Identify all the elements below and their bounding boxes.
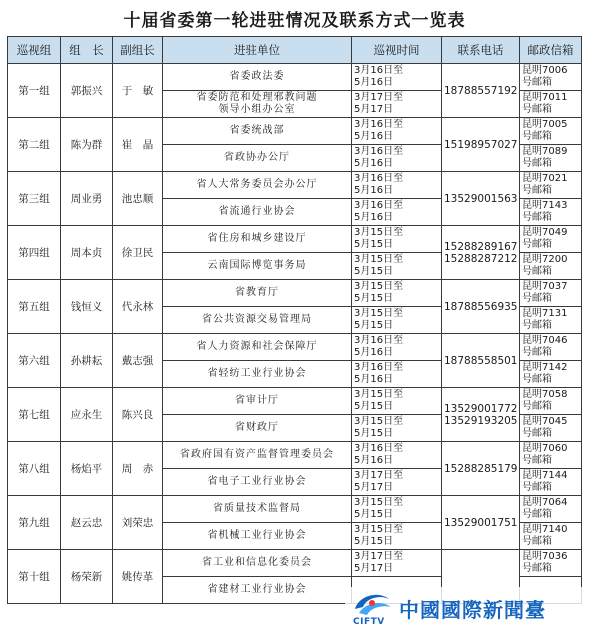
unit-line: 省教育厅 [235, 287, 279, 298]
mailbox-cell [520, 415, 582, 442]
mailbox-line: 号邮箱 [522, 131, 552, 142]
phone-line: 13529193205 [444, 414, 518, 427]
unit-line: 省政协办公厅 [224, 152, 290, 163]
phone-line: 15288289167 [444, 240, 518, 253]
mailbox-line: 号邮箱 [522, 185, 552, 196]
time-line: 5月16日 [354, 158, 394, 169]
unit-line: 省建材工业行业协会 [207, 584, 307, 595]
mailbox-line: 号邮箱 [522, 428, 552, 439]
mailbox-cell [520, 253, 582, 280]
mailbox-cell [520, 550, 582, 577]
unit-line: 省人力资源和社会保障厅 [196, 341, 318, 352]
time-cell [352, 469, 442, 496]
time-line: 5月16日 [354, 347, 394, 358]
watermark-text: 中國國際新聞臺 [399, 598, 546, 622]
deputy-cell: 戴志强 [113, 334, 163, 388]
mailbox-line: 昆明7036 [522, 551, 568, 562]
time-line: 3月16日至 [354, 65, 404, 76]
deputy-cell: 池忠顺 [113, 172, 163, 226]
unit-line: 省财政厅 [235, 422, 279, 433]
phone-cell [442, 172, 520, 226]
mailbox-line: 昆明7131 [522, 308, 568, 319]
mailbox-cell [520, 64, 582, 91]
unit-cell [163, 226, 352, 253]
time-line: 5月17日 [354, 104, 394, 115]
unit-line: 省公共资源交易管理局 [202, 314, 312, 325]
unit-cell [163, 496, 352, 523]
table-row [8, 226, 582, 253]
header-group: 巡视组 [8, 37, 61, 64]
phone-line: 13529001751 [444, 516, 518, 529]
time-line: 5月16日 [354, 212, 394, 223]
unit-cell [163, 253, 352, 280]
phone-cell [442, 334, 520, 388]
mailbox-line: 号邮箱 [522, 77, 552, 88]
mailbox-line: 号邮箱 [522, 563, 552, 574]
time-line: 5月16日 [354, 455, 394, 466]
time-cell [352, 361, 442, 388]
unit-line: 省电子工业行业协会 [207, 476, 307, 487]
deputy-cell: 姚传革 [113, 550, 163, 604]
header-phone: 联系电话 [442, 37, 520, 64]
mailbox-line: 昆明7144 [522, 470, 568, 481]
deputy-cell: 于 敏 [113, 64, 163, 118]
time-line: 3月15日至 [354, 497, 404, 508]
mailbox-cell [520, 388, 582, 415]
unit-line: 省委统战部 [229, 125, 285, 136]
mailbox-line: 号邮箱 [522, 401, 552, 412]
mailbox-line: 号邮箱 [522, 374, 552, 385]
leader-cell: 钱恒义 [61, 280, 113, 334]
time-line: 5月15日 [354, 536, 394, 547]
unit-line: 省政府国有资产监督管理委员会 [180, 449, 334, 460]
time-line: 5月15日 [354, 320, 394, 331]
leader-cell: 杨焰平 [61, 442, 113, 496]
phone-cell [442, 226, 520, 280]
phone-line: 15288285179 [444, 462, 518, 475]
time-cell [352, 496, 442, 523]
mailbox-line: 昆明7006 [522, 65, 568, 76]
time-cell [352, 64, 442, 91]
time-line: 5月16日 [354, 77, 394, 88]
time-line: 5月16日 [354, 374, 394, 385]
table-row [8, 280, 582, 307]
header-leader: 组 长 [61, 37, 113, 64]
unit-line: 省委政法委 [229, 71, 285, 82]
time-line: 3月16日至 [354, 335, 404, 346]
time-line: 3月15日至 [354, 281, 404, 292]
time-cell [352, 280, 442, 307]
group-name-cell: 第四组 [8, 226, 61, 280]
mailbox-line: 昆明7089 [522, 146, 568, 157]
mailbox-line: 昆明7046 [522, 335, 568, 346]
group-name-cell: 第六组 [8, 334, 61, 388]
unit-cell [163, 172, 352, 199]
time-cell [352, 550, 442, 577]
time-line: 3月16日至 [354, 443, 404, 454]
mailbox-cell [520, 145, 582, 172]
leader-cell: 郭振兴 [61, 64, 113, 118]
time-line: 5月17日 [354, 482, 394, 493]
time-cell [352, 442, 442, 469]
unit-line: 省工业和信息化委员会 [202, 557, 312, 568]
unit-cell [163, 442, 352, 469]
mailbox-line: 昆明7049 [522, 227, 568, 238]
group-name-cell: 第八组 [8, 442, 61, 496]
leader-cell: 赵云忠 [61, 496, 113, 550]
unit-line: 省质量技术监督局 [213, 503, 301, 514]
deputy-cell: 陈兴良 [113, 388, 163, 442]
time-line: 5月16日 [354, 131, 394, 142]
unit-cell [163, 415, 352, 442]
mailbox-cell [520, 334, 582, 361]
mailbox-cell [520, 496, 582, 523]
mailbox-cell [520, 118, 582, 145]
table-row [8, 496, 582, 523]
phone-line: 18788557192 [444, 84, 518, 97]
time-line: 3月16日至 [354, 119, 404, 130]
mailbox-line: 昆明7011 [522, 92, 568, 103]
leader-cell: 周本贞 [61, 226, 113, 280]
header-row [8, 37, 582, 64]
watermark-logo-label: CIFTV [353, 616, 385, 627]
mailbox-line: 昆明7037 [522, 281, 568, 292]
group-name-cell: 第二组 [8, 118, 61, 172]
header-time: 巡视时间 [352, 37, 442, 64]
deputy-cell: 刘荣忠 [113, 496, 163, 550]
mailbox-line: 昆明7058 [522, 389, 568, 400]
unit-cell [163, 280, 352, 307]
time-line: 5月17日 [354, 563, 394, 574]
time-line: 3月15日至 [354, 389, 404, 400]
time-line: 3月16日至 [354, 173, 404, 184]
time-line: 3月16日至 [354, 200, 404, 211]
time-cell [352, 145, 442, 172]
time-cell [352, 172, 442, 199]
unit-line: 省住房和城乡建设厅 [207, 233, 307, 244]
leader-cell: 孙耕耘 [61, 334, 113, 388]
leader-cell: 陈为群 [61, 118, 113, 172]
mailbox-line: 号邮箱 [522, 293, 552, 304]
time-cell [352, 307, 442, 334]
unit-cell [163, 334, 352, 361]
header-unit: 进驻单位 [163, 37, 352, 64]
leader-cell: 杨荣新 [61, 550, 113, 604]
mailbox-line: 昆明7045 [522, 416, 568, 427]
mailbox-line: 昆明7064 [522, 497, 568, 508]
group-name-cell: 第五组 [8, 280, 61, 334]
group-name-cell: 第九组 [8, 496, 61, 550]
leader-cell: 应永生 [61, 388, 113, 442]
unit-cell [163, 388, 352, 415]
inspection-table [7, 36, 582, 604]
unit-cell [163, 199, 352, 226]
time-line: 3月17日至 [354, 551, 404, 562]
mailbox-line: 号邮箱 [522, 320, 552, 331]
mailbox-cell [520, 361, 582, 388]
table-row [8, 550, 582, 577]
time-line: 5月15日 [354, 401, 394, 412]
mailbox-line: 号邮箱 [522, 158, 552, 169]
mailbox-line: 昆明7142 [522, 362, 568, 373]
mailbox-line: 号邮箱 [522, 104, 552, 115]
unit-cell [163, 307, 352, 334]
mailbox-line: 昆明7143 [522, 200, 568, 211]
time-cell [352, 118, 442, 145]
unit-line: 省委防范和处理邪教问题 [196, 92, 318, 103]
group-name-cell: 第三组 [8, 172, 61, 226]
table-row [8, 64, 582, 91]
time-cell [352, 334, 442, 361]
phone-line: 15288287212 [444, 252, 518, 265]
time-line: 5月16日 [354, 185, 394, 196]
mailbox-line: 号邮箱 [522, 536, 552, 547]
deputy-cell: 徐卫民 [113, 226, 163, 280]
mailbox-line: 号邮箱 [522, 509, 552, 520]
mailbox-cell [520, 172, 582, 199]
header-deputy: 副组长 [113, 37, 163, 64]
mailbox-cell [520, 226, 582, 253]
phone-cell [442, 118, 520, 172]
phone-cell [442, 64, 520, 118]
table-row [8, 118, 582, 145]
time-line: 5月15日 [354, 239, 394, 250]
mailbox-line: 号邮箱 [522, 347, 552, 358]
unit-cell [163, 469, 352, 496]
time-cell [352, 523, 442, 550]
mailbox-cell [520, 307, 582, 334]
table-row [8, 172, 582, 199]
time-line: 5月15日 [354, 428, 394, 439]
group-name-cell: 第十组 [8, 550, 61, 604]
mailbox-line: 号邮箱 [522, 239, 552, 250]
unit-line: 云南国际博览事务局 [207, 260, 307, 271]
mailbox-cell [520, 469, 582, 496]
unit-line: 领导小组办公室 [218, 104, 296, 115]
time-cell [352, 226, 442, 253]
mailbox-line: 号邮箱 [522, 482, 552, 493]
unit-line: 省审计厅 [235, 395, 279, 406]
time-line: 3月15日至 [354, 416, 404, 427]
time-cell [352, 199, 442, 226]
time-line: 3月17日至 [354, 92, 404, 103]
unit-cell [163, 64, 352, 91]
time-line: 3月15日至 [354, 524, 404, 535]
phone-line: 18788556935 [444, 300, 518, 313]
leader-cell: 周业勇 [61, 172, 113, 226]
swirl-logo-icon [349, 589, 395, 629]
mailbox-line: 昆明7005 [522, 119, 568, 130]
deputy-cell: 代永林 [113, 280, 163, 334]
time-line: 3月15日至 [354, 254, 404, 265]
time-cell [352, 415, 442, 442]
unit-line: 省机械工业行业协会 [207, 530, 307, 541]
time-line: 3月16日至 [354, 362, 404, 373]
deputy-cell: 周 赤 [113, 442, 163, 496]
phone-cell [442, 388, 520, 442]
time-line: 5月15日 [354, 293, 394, 304]
unit-cell [163, 361, 352, 388]
mailbox-line: 号邮箱 [522, 212, 552, 223]
mailbox-cell [520, 91, 582, 118]
time-cell [352, 253, 442, 280]
mailbox-cell [520, 523, 582, 550]
phone-cell [442, 280, 520, 334]
header-mailbox: 邮政信箱 [520, 37, 582, 64]
unit-line: 省流通行业协会 [218, 206, 296, 217]
mailbox-line: 昆明7060 [522, 443, 568, 454]
phone-cell [442, 496, 520, 550]
unit-cell [163, 577, 352, 604]
time-line: 5月15日 [354, 266, 394, 277]
unit-cell [163, 118, 352, 145]
unit-cell [163, 145, 352, 172]
news-watermark [345, 587, 589, 630]
time-line: 3月15日至 [354, 308, 404, 319]
mailbox-cell [520, 280, 582, 307]
mailbox-line: 号邮箱 [522, 455, 552, 466]
table-row [8, 442, 582, 469]
group-name-cell: 第七组 [8, 388, 61, 442]
time-cell [352, 91, 442, 118]
time-line: 5月15日 [354, 509, 394, 520]
deputy-cell: 崔 晶 [113, 118, 163, 172]
mailbox-line: 号邮箱 [522, 266, 552, 277]
group-name-cell: 第一组 [8, 64, 61, 118]
unit-cell [163, 91, 352, 118]
unit-cell [163, 523, 352, 550]
table-body [8, 64, 582, 604]
time-line: 3月16日至 [354, 146, 404, 157]
phone-line: 15198957027 [444, 138, 518, 151]
unit-line: 省轻纺工业行业协会 [207, 368, 307, 379]
phone-line: 18788558501 [444, 354, 518, 367]
time-cell [352, 388, 442, 415]
mailbox-cell [520, 442, 582, 469]
mailbox-line: 昆明7200 [522, 254, 568, 265]
document-title: 十届省委第一轮进驻情况及联系方式一览表 [123, 11, 466, 31]
mailbox-line: 昆明7140 [522, 524, 568, 535]
time-line: 3月17日至 [354, 470, 404, 481]
phone-line: 13529001563 [444, 192, 518, 205]
table-row [8, 388, 582, 415]
table-row [8, 334, 582, 361]
time-line: 3月15日至 [354, 227, 404, 238]
mailbox-line: 昆明7021 [522, 173, 568, 184]
unit-cell [163, 550, 352, 577]
mailbox-cell [520, 199, 582, 226]
unit-line: 省人大常务委员会办公厅 [196, 179, 318, 190]
phone-line: 13529001772 [444, 402, 518, 415]
phone-cell [442, 442, 520, 496]
